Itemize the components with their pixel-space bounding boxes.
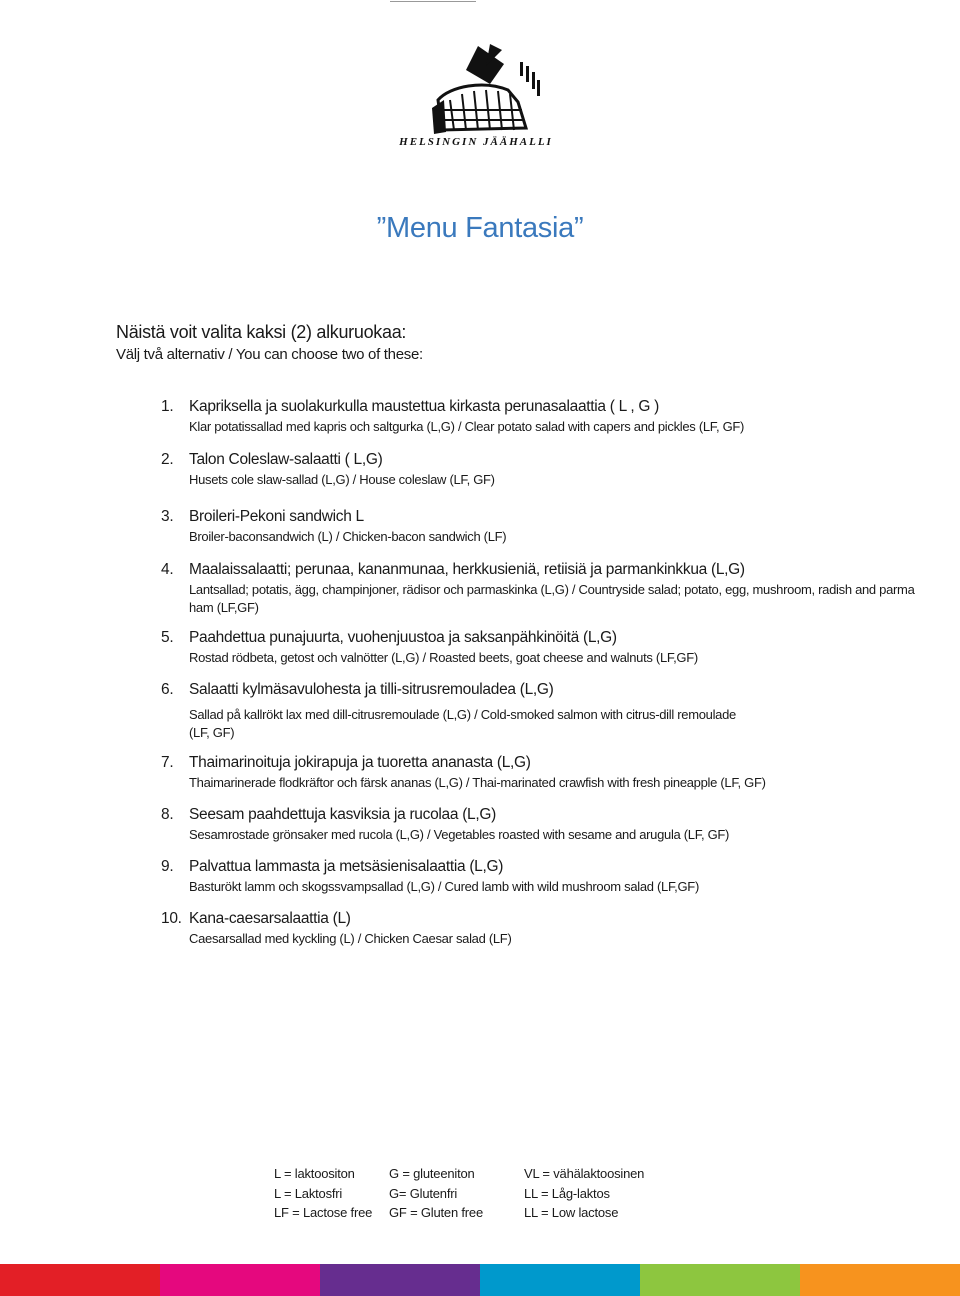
color-stripe-segment (160, 1264, 320, 1296)
legend-gluten: GF = Gluten free (389, 1205, 483, 1220)
intro-swedish-english: Välj två alternativ / You can choose two of these: (116, 346, 423, 363)
legend-lactose: LF = Lactose free (274, 1205, 373, 1220)
menu-item (161, 508, 931, 546)
item-description: Rostad rödbeta, getost och valnötter (L,G) / Roasted beets, goat cheese and walnuts (LF,GF) (189, 650, 698, 665)
item-description: Lantsallad; potatis, ägg, champinjoner, rädisor och parmaskinka (L,G) / Countryside salad; potato, egg, mushroom, radish and parma ham (LF,GF) (189, 582, 915, 615)
logo-text: HELSINGIN JÄÄHALLI (399, 136, 553, 148)
item-title: Broileri-Pekoni sandwich L (189, 508, 364, 525)
item-description: Sesamrostade grönsaker med rucola (L,G) / Vegetables roasted with sesame and arugula (LF, GF) (189, 827, 730, 842)
item-number: 10. (161, 910, 182, 927)
item-title: Kana-caesarsalaattia (L) (189, 910, 351, 927)
legend-row (274, 1205, 674, 1225)
color-stripe-segment (480, 1264, 640, 1296)
menu-item (161, 561, 931, 617)
legend-lactose: L = Laktosfri (274, 1185, 343, 1201)
item-number: 5. (161, 629, 174, 646)
legend-low-lactose: LL = Low lactose (524, 1205, 619, 1220)
item-description: Sallad på kallrökt lax med dill-citrusremoulade (L,G) / Cold-smoked salmon with citrus-dill remoulade (LF, GF) (189, 707, 736, 740)
item-description: Husets cole slaw-sallad (L,G) / House coleslaw (LF, GF) (189, 472, 495, 487)
item-number: 1. (161, 398, 174, 415)
color-stripe-segment (640, 1264, 800, 1296)
item-description: Thaimarinerade flodkräftor och färsk ananas (L,G) / Thai-marinated crawfish with fresh pineapple (LF, GF) (189, 775, 766, 790)
piano-logo-icon (380, 4, 572, 180)
menu-item (161, 754, 931, 792)
item-title: Paahdettua punajuurta, vuohenjuustoa ja saksanpähkinöitä (L,G) (189, 629, 617, 646)
legend-lactose: L = laktoositon (274, 1166, 355, 1181)
color-stripe-footer (0, 1264, 960, 1296)
item-number: 8. (161, 806, 174, 823)
menu-item (161, 398, 931, 436)
item-number: 3. (161, 508, 174, 525)
item-title: Salaatti kylmäsavulohesta ja tilli-sitrusremouladea (L,G) (189, 681, 554, 698)
item-title: Maalaissalaatti; perunaa, kananmunaa, herkkusieniä, retiisiä ja parmankinkkua (L,G) (189, 561, 745, 578)
menu-item (161, 910, 931, 948)
legend-low-lactose: LL = Låg-laktos (524, 1185, 610, 1201)
color-stripe-segment (800, 1264, 960, 1296)
legend-gluten: G= Glutenfri (389, 1185, 458, 1201)
menu-item (161, 451, 931, 489)
menu-item (161, 806, 931, 844)
item-number: 2. (161, 451, 174, 468)
menu-item (161, 681, 931, 742)
legend-low-lactose: VL = vähälaktoosinen (524, 1166, 645, 1181)
top-rule (390, 1, 476, 2)
item-title: Kapriksella ja suolakurkulla maustettua kirkasta perunasalaattia ( L , G ) (189, 398, 660, 415)
menu-title: ”Menu Fantasia” (376, 212, 584, 244)
item-description: Caesarsallad med kyckling (L) / Chicken Caesar salad (LF) (189, 931, 512, 946)
item-number: 6. (161, 681, 174, 698)
item-number: 4. (161, 561, 174, 578)
item-description: Broiler-baconsandwich (L) / Chicken-bacon sandwich (LF) (189, 529, 507, 544)
legend-gluten: G = gluteeniton (389, 1166, 475, 1181)
item-number: 7. (161, 754, 174, 771)
item-title: Thaimarinoituja jokirapuja ja tuoretta ananasta (L,G) (189, 754, 531, 771)
diet-legend (274, 1166, 674, 1225)
helsingin-jaahalli-logo (380, 4, 572, 180)
item-description: Basturökt lamm och skogssvampsallad (L,G) / Cured lamb with wild mushroom salad (LF,GF) (189, 879, 699, 894)
item-title: Talon Coleslaw-salaatti ( L,G) (189, 451, 383, 468)
menu-item (161, 858, 931, 896)
item-title: Seesam paahdettuja kasviksia ja rucolaa (L,G) (189, 806, 496, 823)
item-description: Klar potatissallad med kapris och saltgurka (L,G) / Clear potato salad with capers and pickles (LF, GF) (189, 419, 745, 434)
item-title: Palvattua lammasta ja metsäsienisalaattia (L,G) (189, 858, 504, 875)
color-stripe-segment (0, 1264, 160, 1296)
legend-row (274, 1186, 674, 1206)
legend-row (274, 1166, 674, 1186)
intro-finnish: Näistä voit valita kaksi (2) alkuruokaa: (116, 322, 407, 342)
intro (116, 322, 423, 363)
color-stripe-segment (320, 1264, 480, 1296)
item-number: 9. (161, 858, 174, 875)
menu-item (161, 629, 931, 667)
